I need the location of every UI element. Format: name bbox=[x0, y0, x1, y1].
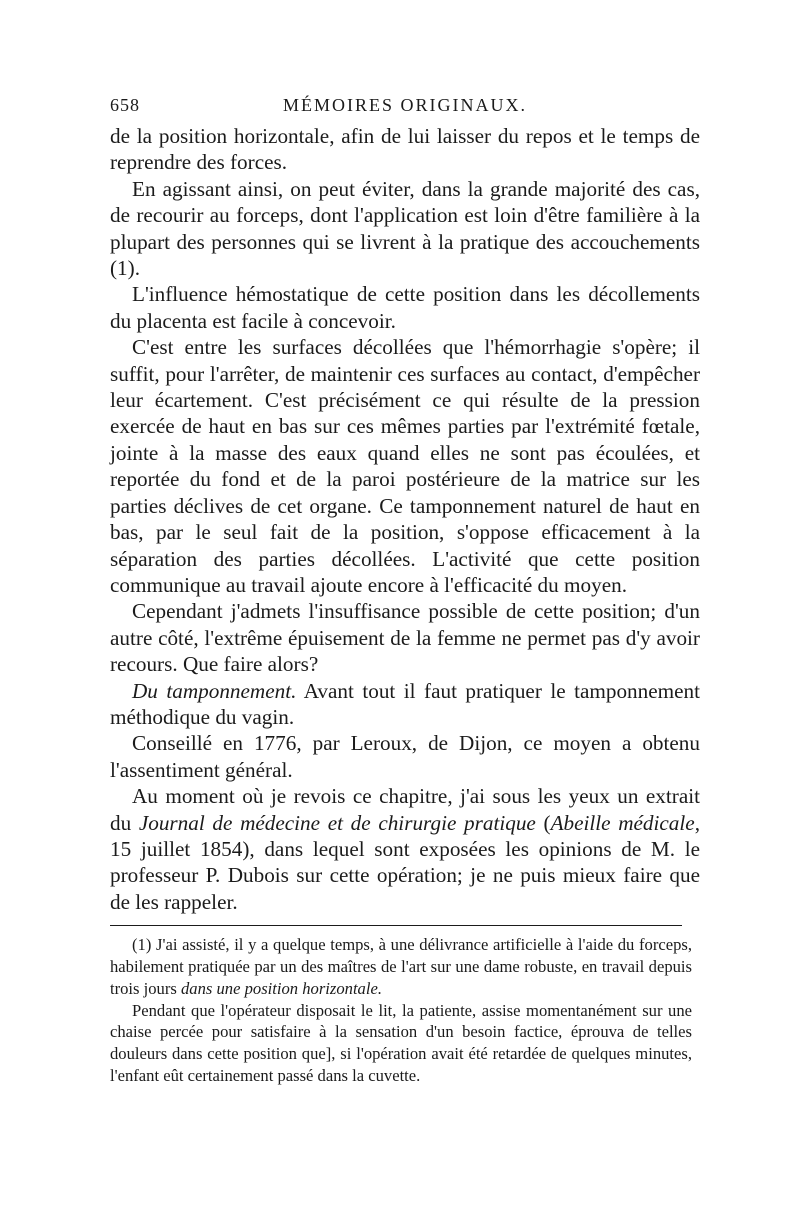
paragraph-2: En agissant ainsi, on peut éviter, dans la grande majorité des cas, de recourir au forceps, dont l'application est loin d'être familière à la plupart des personnes qui se livrent à la pratique des accouchements (1). bbox=[110, 176, 700, 281]
body-text bbox=[110, 123, 700, 915]
paragraph-5: Cependant j'admets l'insuffisance possible de cette position; d'un autre côté, l'extrême épuisement de la femme ne permet pas d'y avoir recours. Que faire alors? bbox=[110, 599, 700, 677]
footnote-1-text: (1) J'ai assisté, il y a quelque temps, à une délivrance artificielle à l'aide du forceps, habilement pratiquée par un des maîtres de l'art sur une dame robuste, en travail depuis trois jours bbox=[110, 935, 692, 998]
page-header bbox=[110, 95, 700, 123]
footnote-1-emphasis: dans une position horizontale. bbox=[181, 978, 382, 998]
paragraph-6-text: Avant tout il faut pratiquer le tamponnement méthodique du vagin. bbox=[110, 678, 701, 729]
paragraph-1: de la position horizontale, afin de lui laisser du repos et le temps de reprendre des forces. bbox=[110, 124, 700, 175]
paragraph-8-part-a: Au moment où je revois ce chapitre, j'ai sous les yeux un extrait du bbox=[110, 784, 700, 835]
paragraph-8 bbox=[110, 783, 700, 915]
document-page bbox=[110, 95, 700, 1087]
section-heading-tamponnement: Du tamponnement. bbox=[132, 678, 297, 703]
footnote-2: Pendant que l'opérateur disposait le lit, la patiente, assise momentanément sur une chaise percée pour satisfaire à la sensation d'un besoin factice, éprouva de telles douleurs dans cette position que], si l'opération avait été retardée de quelques minutes, l'enfant eût certainement passé dans la cuvette. bbox=[110, 1000, 692, 1085]
abeille-medicale: Abeille médicale bbox=[550, 810, 695, 835]
footnote-divider bbox=[110, 925, 682, 926]
paragraph-6 bbox=[110, 678, 700, 731]
journal-title: Journal de médecine et de chirurgie pratique bbox=[138, 810, 536, 835]
page-number: 658 bbox=[110, 95, 140, 115]
paragraph-8-part-c: , 15 juillet 1854), dans lequel sont exposées les opinions de M. le professeur P. Dubois sur cette opération; je ne puis mieux faire que de les rappeler. bbox=[110, 810, 700, 914]
paragraph-7: Conseillé en 1776, par Leroux, de Dijon, ce moyen a obtenu l'assentiment général. bbox=[110, 731, 700, 782]
paragraph-3: L'influence hémostatique de cette position dans les décollements du placenta est facile à concevoir. bbox=[110, 282, 700, 333]
footnotes bbox=[110, 934, 700, 1087]
running-title: MÉMOIRES ORIGINAUX. bbox=[283, 95, 527, 115]
paragraph-4: C'est entre les surfaces décollées que l'hémorrhagie s'opère; il suffit, pour l'arrêter, de maintenir ces surfaces au contact, d'empêcher leur écartement. C'est précisément ce qui résulte de la pression exercée de haut en bas sur ces mêmes parties par l'extrémité fœtale, jointe à la masse des eaux quand elles ne sont pas écoulées, et reportée du fond et de la paroi postérieure de la matrice sur les parties déclives de cet organe. Ce tamponnement naturel de haut en bas, par le seul fait de la position, s'oppose efficacement à la séparation des parties décollées. L'activité que cette position communique au travail ajoute encore à l'efficacité du moyen. bbox=[110, 335, 700, 597]
paragraph-8-part-b: ( bbox=[535, 810, 551, 835]
footnote-1 bbox=[110, 934, 692, 999]
